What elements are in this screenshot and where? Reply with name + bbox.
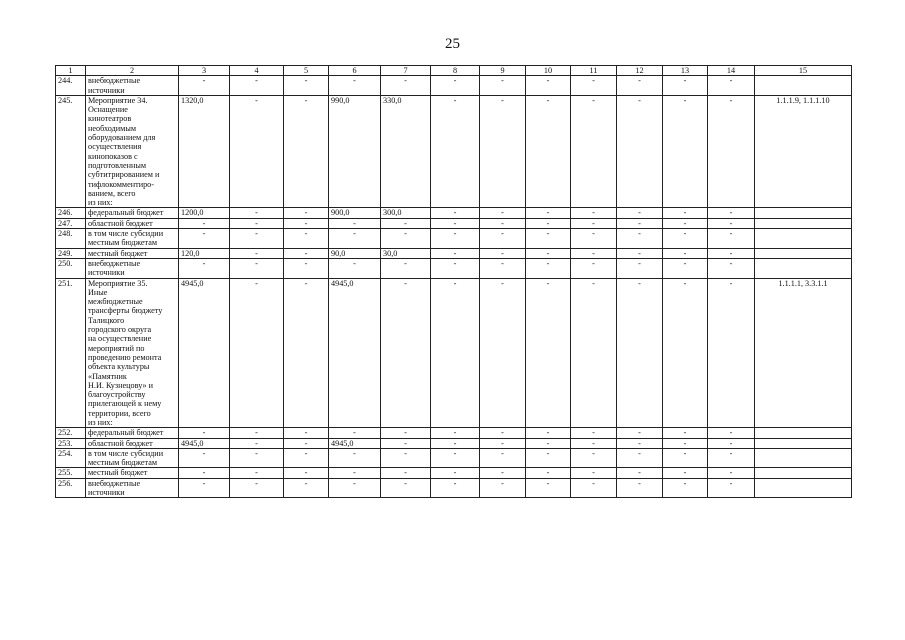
value-cell: - <box>381 278 431 428</box>
value-cell: - <box>480 448 526 468</box>
value-cell: - <box>480 208 526 218</box>
table-row <box>56 248 852 258</box>
table-row <box>56 208 852 218</box>
value-cell: - <box>480 468 526 478</box>
value-cell: - <box>284 208 329 218</box>
value-cell: - <box>284 468 329 478</box>
value-cell: - <box>284 218 329 228</box>
table-row <box>56 95 852 208</box>
value-cell: - <box>431 428 480 438</box>
description-text: внебюджетные источники <box>88 478 141 498</box>
value-cell: - <box>708 229 755 249</box>
value-cell: - <box>663 468 708 478</box>
value-cell: 30,0 <box>381 248 431 258</box>
table-row <box>56 448 852 468</box>
row-description <box>86 258 179 278</box>
value-cell: 120,0 <box>179 248 230 258</box>
value-cell: - <box>431 208 480 218</box>
value-cell: - <box>381 428 431 438</box>
target-indicator-cell <box>755 229 852 249</box>
value-cell: - <box>329 229 381 249</box>
value-cell: - <box>480 218 526 228</box>
value-cell: - <box>230 438 284 448</box>
value-cell: - <box>284 95 329 208</box>
value-cell: - <box>571 448 617 468</box>
value-cell: - <box>663 76 708 96</box>
value-cell: - <box>284 76 329 96</box>
row-description <box>86 278 179 428</box>
value-cell: - <box>571 218 617 228</box>
value-cell: - <box>230 248 284 258</box>
value-cell: - <box>480 76 526 96</box>
row-description <box>86 438 179 448</box>
value-cell: - <box>708 248 755 258</box>
row-description <box>86 76 179 96</box>
row-number: 246. <box>56 208 86 218</box>
value-cell: - <box>329 258 381 278</box>
value-cell: - <box>617 76 663 96</box>
description-text: в том числе субсидии местным бюджетам <box>88 448 164 468</box>
value-cell: 990,0 <box>329 95 381 208</box>
value-cell: - <box>663 218 708 228</box>
column-header: 15 <box>755 66 852 76</box>
value-cell: - <box>708 208 755 218</box>
row-number: 256. <box>56 478 86 498</box>
value-cell: - <box>526 478 571 498</box>
description-text: внебюджетные источники <box>88 76 141 95</box>
value-cell: - <box>571 258 617 278</box>
row-number: 245. <box>56 95 86 208</box>
row-number: 247. <box>56 218 86 228</box>
column-header: 1 <box>56 66 86 76</box>
value-cell: 1320,0 <box>179 95 230 208</box>
table-row <box>56 218 852 228</box>
description-text: областной бюджет <box>88 218 153 228</box>
value-cell: - <box>571 428 617 438</box>
value-cell: - <box>431 438 480 448</box>
value-cell: - <box>284 258 329 278</box>
value-cell: - <box>230 478 284 498</box>
value-cell: - <box>526 258 571 278</box>
value-cell: 4945,0 <box>179 438 230 448</box>
column-header: 4 <box>230 66 284 76</box>
value-cell: - <box>571 278 617 428</box>
target-indicator-cell: 1.1.1.9, 1.1.1.10 <box>755 95 852 208</box>
column-number-row <box>56 66 852 76</box>
value-cell: - <box>617 218 663 228</box>
row-description <box>86 478 179 498</box>
value-cell: - <box>526 76 571 96</box>
row-number: 249. <box>56 248 86 258</box>
row-number: 253. <box>56 438 86 448</box>
column-header: 2 <box>86 66 179 76</box>
value-cell: - <box>329 76 381 96</box>
value-cell: - <box>526 95 571 208</box>
row-number: 250. <box>56 258 86 278</box>
value-cell: - <box>329 468 381 478</box>
value-cell: - <box>526 428 571 438</box>
target-indicator-cell <box>755 218 852 228</box>
value-cell: - <box>617 208 663 218</box>
value-cell: - <box>480 248 526 258</box>
value-cell: - <box>708 428 755 438</box>
value-cell: - <box>179 448 230 468</box>
budget-table <box>55 65 852 498</box>
column-header: 6 <box>329 66 381 76</box>
value-cell: - <box>617 278 663 428</box>
column-header: 8 <box>431 66 480 76</box>
value-cell: - <box>431 76 480 96</box>
description-text: федеральный бюджет <box>88 428 164 438</box>
value-cell: - <box>708 278 755 428</box>
value-cell: - <box>526 248 571 258</box>
row-number: 244. <box>56 76 86 96</box>
description-text: Мероприятие 34. Оснащение кинотеатров необходимым оборудованием для осуществления кинопоказов с подготовленным субтитрированием и тифлокомментиро- ванием, всего из них: <box>88 95 160 208</box>
value-cell: - <box>708 448 755 468</box>
table-row <box>56 76 852 96</box>
value-cell: 4945,0 <box>329 438 381 448</box>
value-cell: - <box>526 278 571 428</box>
description-text: местный бюджет <box>88 468 148 478</box>
value-cell: - <box>708 95 755 208</box>
target-indicator-cell <box>755 258 852 278</box>
value-cell: - <box>708 478 755 498</box>
target-indicator-cell <box>755 438 852 448</box>
description-text: Мероприятие 35. Иные межбюджетные трансферты бюджету Талицкого городского округа на осуществление мероприятий по проведению ремонта объекта культуры «Памятник Н.И. Кузнецову» и благоустройству прилегающей к нему территории, всего из них: <box>88 278 163 427</box>
value-cell: - <box>663 448 708 468</box>
row-description <box>86 248 179 258</box>
table-row <box>56 478 852 498</box>
value-cell: - <box>381 478 431 498</box>
value-cell: - <box>230 208 284 218</box>
value-cell: - <box>526 448 571 468</box>
value-cell: - <box>230 229 284 249</box>
value-cell: - <box>571 478 617 498</box>
value-cell: - <box>571 76 617 96</box>
value-cell: - <box>663 258 708 278</box>
page-number: 25 <box>445 36 460 52</box>
value-cell: - <box>284 229 329 249</box>
value-cell: - <box>284 248 329 258</box>
target-indicator-cell <box>755 208 852 218</box>
description-text: внебюджетные источники <box>88 258 141 278</box>
value-cell: - <box>230 76 284 96</box>
value-cell: - <box>381 438 431 448</box>
value-cell: 90,0 <box>329 248 381 258</box>
value-cell: 900,0 <box>329 208 381 218</box>
value-cell: - <box>571 208 617 218</box>
value-cell: - <box>284 478 329 498</box>
row-description <box>86 208 179 218</box>
value-cell: - <box>179 478 230 498</box>
value-cell: - <box>431 248 480 258</box>
value-cell: - <box>663 95 708 208</box>
row-description <box>86 428 179 438</box>
value-cell: - <box>708 438 755 448</box>
value-cell: - <box>284 278 329 428</box>
value-cell: - <box>571 438 617 448</box>
value-cell: - <box>381 218 431 228</box>
target-indicator-cell: 1.1.1.1, 3.3.1.1 <box>755 278 852 428</box>
value-cell: - <box>230 218 284 228</box>
value-cell: - <box>571 248 617 258</box>
value-cell: - <box>381 229 431 249</box>
value-cell: 300,0 <box>381 208 431 218</box>
value-cell: 330,0 <box>381 95 431 208</box>
value-cell: - <box>431 95 480 208</box>
column-header: 9 <box>480 66 526 76</box>
value-cell: - <box>708 258 755 278</box>
value-cell: 4945,0 <box>179 278 230 428</box>
column-header: 12 <box>617 66 663 76</box>
table-row <box>56 428 852 438</box>
value-cell: - <box>663 478 708 498</box>
column-header: 5 <box>284 66 329 76</box>
value-cell: - <box>617 468 663 478</box>
value-cell: - <box>526 229 571 249</box>
description-text: местный бюджет <box>88 248 148 258</box>
column-header: 7 <box>381 66 431 76</box>
row-number: 252. <box>56 428 86 438</box>
value-cell: - <box>663 229 708 249</box>
value-cell: - <box>431 448 480 468</box>
table-row <box>56 229 852 249</box>
column-header: 11 <box>571 66 617 76</box>
row-description <box>86 468 179 478</box>
value-cell: - <box>179 428 230 438</box>
table-row <box>56 278 852 428</box>
value-cell: - <box>526 438 571 448</box>
value-cell: - <box>230 258 284 278</box>
value-cell: - <box>381 258 431 278</box>
value-cell: - <box>431 229 480 249</box>
column-header: 14 <box>708 66 755 76</box>
value-cell: - <box>480 438 526 448</box>
value-cell: - <box>230 278 284 428</box>
value-cell: - <box>431 258 480 278</box>
value-cell: - <box>617 229 663 249</box>
row-description <box>86 448 179 468</box>
value-cell: - <box>284 438 329 448</box>
value-cell: - <box>480 229 526 249</box>
description-text: областной бюджет <box>88 438 153 448</box>
value-cell: - <box>617 448 663 468</box>
value-cell: - <box>617 478 663 498</box>
value-cell: - <box>329 448 381 468</box>
value-cell: - <box>708 218 755 228</box>
row-description <box>86 229 179 249</box>
value-cell: - <box>480 478 526 498</box>
value-cell: 1200,0 <box>179 208 230 218</box>
value-cell: - <box>571 95 617 208</box>
value-cell: - <box>617 248 663 258</box>
row-description <box>86 95 179 208</box>
value-cell: - <box>431 278 480 428</box>
value-cell: - <box>617 258 663 278</box>
value-cell: - <box>663 208 708 218</box>
value-cell: - <box>329 218 381 228</box>
target-indicator-cell <box>755 428 852 438</box>
row-number: 248. <box>56 229 86 249</box>
table-row <box>56 438 852 448</box>
value-cell: - <box>329 428 381 438</box>
value-cell: - <box>431 468 480 478</box>
row-number: 251. <box>56 278 86 428</box>
value-cell: - <box>381 468 431 478</box>
value-cell: - <box>381 448 431 468</box>
value-cell: - <box>663 428 708 438</box>
value-cell: - <box>480 278 526 428</box>
value-cell: - <box>663 248 708 258</box>
value-cell: - <box>431 218 480 228</box>
value-cell: - <box>431 478 480 498</box>
value-cell: - <box>329 478 381 498</box>
value-cell: - <box>571 468 617 478</box>
target-indicator-cell <box>755 468 852 478</box>
table-row <box>56 258 852 278</box>
value-cell: - <box>480 95 526 208</box>
value-cell: - <box>284 448 329 468</box>
value-cell: 4945,0 <box>329 278 381 428</box>
column-header: 10 <box>526 66 571 76</box>
row-number: 255. <box>56 468 86 478</box>
value-cell: - <box>617 95 663 208</box>
row-number: 254. <box>56 448 86 468</box>
table-row <box>56 468 852 478</box>
value-cell: - <box>230 428 284 438</box>
value-cell: - <box>526 208 571 218</box>
value-cell: - <box>663 438 708 448</box>
value-cell: - <box>617 438 663 448</box>
value-cell: - <box>230 448 284 468</box>
target-indicator-cell <box>755 448 852 468</box>
value-cell: - <box>617 428 663 438</box>
value-cell: - <box>179 229 230 249</box>
column-header: 3 <box>179 66 230 76</box>
column-header: 13 <box>663 66 708 76</box>
value-cell: - <box>480 428 526 438</box>
target-indicator-cell <box>755 76 852 96</box>
value-cell: - <box>663 278 708 428</box>
value-cell: - <box>381 76 431 96</box>
description-text: федеральный бюджет <box>88 208 164 218</box>
value-cell: - <box>179 76 230 96</box>
value-cell: - <box>230 468 284 478</box>
value-cell: - <box>708 468 755 478</box>
value-cell: - <box>179 468 230 478</box>
value-cell: - <box>179 218 230 228</box>
value-cell: - <box>526 468 571 478</box>
value-cell: - <box>480 258 526 278</box>
value-cell: - <box>526 218 571 228</box>
target-indicator-cell <box>755 478 852 498</box>
value-cell: - <box>179 258 230 278</box>
description-text: в том числе субсидии местным бюджетам <box>88 229 164 248</box>
value-cell: - <box>284 428 329 438</box>
value-cell: - <box>571 229 617 249</box>
row-description <box>86 218 179 228</box>
value-cell: - <box>708 76 755 96</box>
value-cell: - <box>230 95 284 208</box>
target-indicator-cell <box>755 248 852 258</box>
